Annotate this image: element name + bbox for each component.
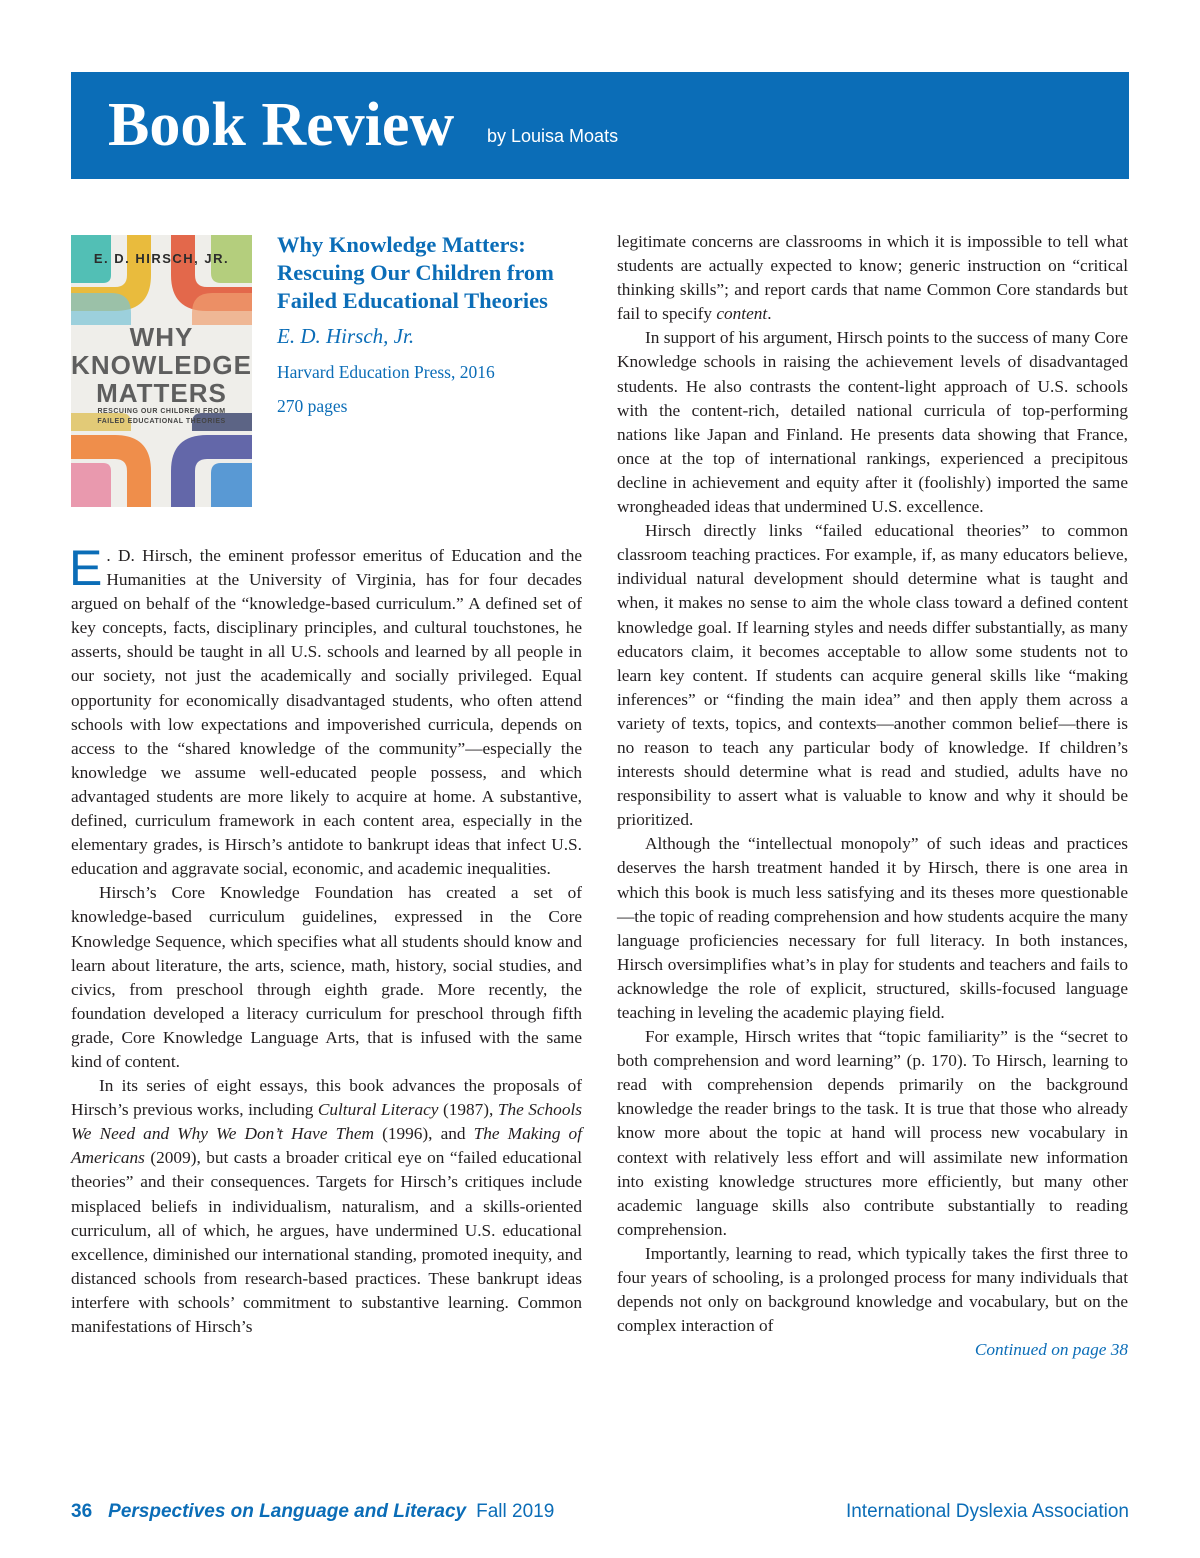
paragraph: In its series of eight essays, this book advances the proposals of Hirsch’s previous works, including Cultural Literacy (1987), The Schools We Need and Why We Don’t Have Them (1996), and The Making of Americans (2009), but casts a broader critical eye on “failed educational theories” and their consequences. Targets for Hirsch’s critiques include misplaced beliefs in individualism, naturalism, and a skills-oriented curriculum, all of which, he argues, have undermined U.S. educational excellence, diminished our international standing, promoted inequity, and distanced schools from research-based practices. These bankrupt ideas interfere with schools’ commitment to substantive learning. Common manifestations of Hirsch’s — [71, 1076, 582, 1336]
paragraph: Hirsch’s Core Knowledge Foundation has created a set of knowledge-based curriculum guidelines, expressed in the Core Knowledge Sequence, which specifies what all students should know and learn about literature, the arts, science, math, history, social studies, and civics, from preschool through eighth grade. More recently, the foundation developed a literacy curriculum for preschool through fifth grade, Core Knowledge Language Arts, that is infused with the same kind of content. — [71, 883, 582, 1071]
paragraph: legitimate concerns are classrooms in which it is impossible to tell what students are actually expected to know; generic instruction on “critical thinking skills”; and report cards that name Common Core standards but fail to specify content. — [617, 232, 1128, 324]
book-publisher: Harvard Education Press, 2016 — [277, 362, 495, 382]
paragraph: For example, Hirsch writes that “topic familiarity” is the “secret to both comprehension and word learning” (p. 170). To Hirsch, learning to read with comprehension depends primarily on the background knowledge the reader brings to the task. It is true that those who already know more about the topic at hand will process new vocabulary in context with relatively less effort and will assimilate new information into existing knowledge structures more efficiently, but many other academic language skills also contribute substantially to reading comprehension. — [617, 1027, 1128, 1239]
paragraph: Although the “intellectual monopoly” of such ideas and practices deserves the harsh treatment handed it by Hirsch, there is one area in which this book is much less satisfying and its theses more questionable—the topic of reading comprehension and how students acquire the many language proficiencies necessary for full literacy. In both instances, Hirsch oversimplifies what’s in play for students and teachers and fails to acknowledge the role of explicit, structured, skills-focused language teaching in leveling the academic playing field. — [617, 834, 1128, 1022]
paragraph: E . D. Hirsch, the eminent professor emeritus of Education and the Humanities at the University of Virginia, has for four decades argued on behalf of the “knowledge-based curriculum.” A defined set of key concepts, facts, disciplinary principles, and cultural touchstones, he asserts, should be taught in all U.S. schools and learned by all people in our society, not just the academically and socially privileged. Equal opportunity for economically disadvantaged students, who often attend schools with low expectations and impoverished curricula, depends on access to the “shared knowledge of the community”—especially the knowledge we assume well-educated people possess, and which advantaged students are more likely to acquire at home. A substantive, defined, curriculum framework in each content area, especially in the elementary grades, is Hirsch’s antidote to bankrupt ideas that infect U.S. education and aggravate social, economic, and academic inequalities. — [69, 540, 582, 879]
paragraph: In support of his argument, Hirsch points to the success of many Core Knowledge schools in raising the achievement levels of disadvantaged students. He also contrasts the content-light approach of U.S. schools with the content-rich, detailed national curricula of top-performing nations like Japan and Finland. He presents data showing that France, once at the top of international rankings, experienced a precipitous decline in achievement and equity after it (foolishly) imported the same wrongheaded ideas that undermined U.S. excellence. — [617, 328, 1128, 517]
footer-left — [71, 1499, 554, 1525]
page-number: 36 — [71, 1501, 93, 1522]
book-pages: 270 pages — [277, 396, 348, 416]
page-footer — [71, 1499, 1129, 1527]
book-title: Why Knowledge Matters: Rescuing Our Children from Failed Educational Theories — [277, 232, 554, 313]
article-column-1 — [69, 540, 582, 1339]
paragraph: Hirsch directly links “failed educational theories” to common classroom teaching practices. For example, if, as many educators believe, individual natural development should determine what is taught and when, it makes no sense to aim the whole class toward a defined content knowledge goal. If learning styles and needs differ substantially, as many educators claim, it becomes acceptable to allow some students not to learn key content. If students can acquire general skills like “making inferences” or “finding the main idea” and then apply them across a variety of texts, topics, and contexts—another common belief—there is no reason to teach any particular body of knowledge. If children’s interests should determine what is read and studied, adults have no responsibility to assert what is valuable to know and why it should be prioritized. — [617, 521, 1128, 830]
cover-author: E. D. HIRSCH, JR. — [93, 251, 230, 266]
continued-link[interactable]: Continued on page 38 — [974, 1340, 1128, 1360]
cover-subtitle: RESCUING OUR CHILDREN FROM FAILED EDUCATIONAL THEORIES — [97, 408, 226, 425]
section-title: Book Review — [108, 91, 455, 159]
book-info — [277, 231, 587, 417]
book-cover — [71, 235, 252, 507]
journal-title: Perspectives on Language and Literacy — [108, 1501, 467, 1522]
header-banner — [71, 72, 1129, 179]
organization: International Dyslexia Association — [845, 1501, 1129, 1522]
book-author: E. D. Hirsch, Jr. — [277, 324, 415, 348]
drop-cap: E — [69, 540, 103, 596]
paragraph: Importantly, learning to read, which typically takes the first three to four years of schooling, is a prolonged process for many individuals that depends not only on background knowledge and vocabulary, but on the complex interaction of — [617, 1243, 1128, 1336]
article-column-2 — [617, 230, 1128, 1362]
byline: by Louisa Moats — [487, 126, 619, 146]
cover-title: WHY KNOWLEDGE MATTERS — [71, 322, 252, 408]
issue: Fall 2019 — [476, 1501, 555, 1522]
